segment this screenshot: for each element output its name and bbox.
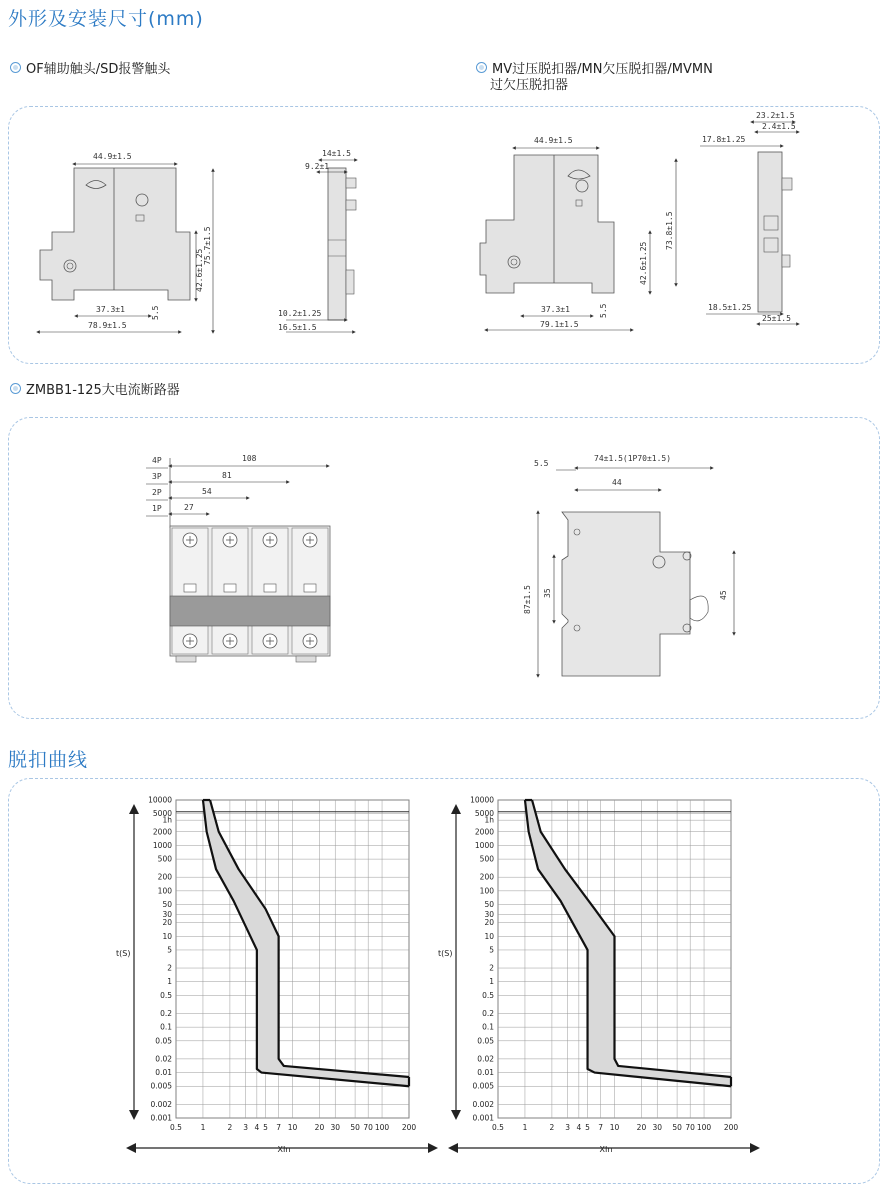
y-tick-label: 50	[484, 900, 494, 910]
pole-label-3p: 3P	[152, 472, 162, 481]
y-tick-label: 0.5	[160, 990, 172, 1000]
y-tick-label: 20	[162, 918, 172, 928]
y-tick-label: 2000	[474, 827, 494, 837]
y-axis-label: t(S)	[438, 949, 453, 958]
x-tick-label: 1	[522, 1123, 528, 1132]
y-tick-label: 1	[489, 977, 494, 987]
pole-width-4p: 108	[242, 454, 257, 463]
x-tick-label: 10	[287, 1123, 298, 1132]
dim-of-side-top2: 9.2±1	[305, 162, 330, 171]
x-tick-label: 0.5	[170, 1123, 182, 1132]
x-tick-label: 0.5	[492, 1123, 504, 1132]
dim-mv-side-a: 23.2±1.5	[756, 111, 795, 120]
arrow-up-icon	[451, 804, 461, 814]
x-tick-label: 70	[363, 1123, 373, 1132]
y-tick-label: 0.01	[155, 1068, 172, 1078]
subheading-mv-mn-line1: MV过压脱扣器/MN欠压脱扣器/MVMN	[492, 62, 713, 77]
dim-zmbb-height-total: 87±1.5	[523, 585, 532, 614]
x-tick-label: 200	[723, 1123, 739, 1132]
subheading-of-sd-text: OF辅助触头/SD报警触头	[26, 62, 171, 77]
y-tick-label: 20	[484, 918, 494, 928]
x-tick-label: 7	[598, 1123, 604, 1132]
pole-width-3p: 81	[222, 471, 232, 480]
y-tick-label: 0.05	[155, 1036, 172, 1046]
dim-zmbb-width-inner: 44	[612, 478, 622, 487]
x-tick-label: 70	[685, 1123, 695, 1132]
dim-of-side-bottom2: 16.5±1.5	[278, 323, 317, 332]
dim-mv-side-e: 25±1.5	[762, 314, 791, 323]
pole-label-4p: 4P	[152, 456, 162, 465]
y-tick-label: 2	[489, 963, 494, 973]
x-tick-label: 50	[350, 1123, 360, 1132]
y-tick-label: 0.5	[482, 990, 494, 1000]
dim-mv-side-d: 18.5±1.25	[708, 303, 752, 312]
dim-zmbb-height-right: 45	[719, 590, 728, 600]
pole-label-2p: 2P	[152, 488, 162, 497]
pole-width-2p: 54	[202, 487, 212, 496]
y-tick-label: 5	[167, 945, 172, 955]
y-tick-label: 2	[167, 963, 172, 973]
dim-mv-side-c: 17.8±1.25	[702, 135, 746, 144]
y-tick-label: 200	[157, 872, 172, 882]
x-tick-label: 1	[200, 1123, 206, 1132]
y-tick-label: 100	[157, 886, 172, 896]
y-tick-label: 1000	[474, 840, 494, 850]
x-tick-label: 5	[263, 1123, 268, 1132]
x-axis-label: XIn	[277, 1145, 291, 1154]
y-tick-label: 0.001	[472, 1113, 494, 1123]
x-tick-label: 3	[565, 1123, 571, 1132]
x-tick-label: 7	[276, 1123, 282, 1132]
y-tick-label: 1	[167, 977, 172, 987]
subheading-zmbb-text: ZMBB1-125大电流断路器	[26, 383, 180, 398]
y-tick-label: 1h	[484, 815, 494, 825]
x-tick-label: 5	[585, 1123, 590, 1132]
arrow-down-icon	[451, 1110, 461, 1120]
x-tick-label: 20	[314, 1123, 325, 1132]
y-tick-label: 500	[157, 854, 172, 864]
dim-mv-width-bottom: 37.3±1	[541, 305, 570, 314]
x-tick-label: 100	[374, 1123, 390, 1132]
arrow-left-icon	[448, 1143, 458, 1153]
x-tick-label: 200	[401, 1123, 417, 1132]
dim-of-side-top: 14±1.5	[322, 149, 351, 158]
y-axis-label: t(S)	[116, 949, 131, 958]
subheading-mv-mn-line2: 过欠压脱扣器	[490, 78, 569, 93]
y-tick-label: 0.002	[472, 1099, 494, 1109]
y-tick-label: 0.05	[477, 1036, 494, 1046]
dim-mv-small-gap: 5.5	[599, 303, 608, 318]
dim-of-width-top: 44.9±1.5	[93, 152, 132, 161]
y-tick-label: 50	[162, 900, 172, 910]
y-tick-label: 0.1	[482, 1022, 494, 1032]
x-tick-label: 30	[652, 1123, 662, 1132]
x-tick-label: 2	[227, 1123, 233, 1132]
x-tick-label: 50	[672, 1123, 682, 1132]
y-tick-label: 0.01	[477, 1068, 494, 1078]
y-tick-label: 30	[484, 910, 494, 920]
dim-mv-width-total: 79.1±1.5	[540, 320, 579, 329]
x-tick-label: 2	[549, 1123, 555, 1132]
pole-label-1p: 1P	[152, 504, 162, 513]
y-tick-label: 0.001	[150, 1113, 172, 1123]
x-tick-label: 4	[254, 1123, 260, 1132]
y-tick-label: 5000	[152, 809, 172, 819]
x-tick-label: 4	[576, 1123, 582, 1132]
y-tick-label: 30	[162, 910, 172, 920]
arrow-right-icon	[750, 1143, 760, 1153]
dim-mv-height-lower: 42.6±1.25	[639, 241, 648, 285]
y-tick-label: 500	[479, 854, 494, 864]
pole-width-1p: 27	[184, 503, 194, 512]
dim-zmbb-width-total: 74±1.5(1P70±1.5)	[594, 454, 672, 463]
y-tick-label: 5	[489, 945, 494, 955]
x-axis-label: XIn	[599, 1145, 613, 1154]
y-tick-label: 10000	[148, 795, 172, 805]
y-tick-label: 200	[479, 872, 494, 882]
dim-of-small-gap: 5.5	[151, 305, 160, 320]
dim-mv-width-top: 44.9±1.5	[534, 136, 573, 145]
dim-of-width-bottom: 37.3±1	[96, 305, 125, 314]
y-tick-label: 5000	[474, 809, 494, 819]
x-tick-label: 100	[696, 1123, 712, 1132]
dim-of-height-total: 75.7±1.5	[203, 226, 212, 265]
y-tick-label: 10	[484, 931, 494, 941]
y-tick-label: 1000	[152, 840, 172, 850]
y-tick-label: 0.2	[482, 1008, 494, 1018]
x-tick-label: 30	[330, 1123, 340, 1132]
y-tick-label: 0.1	[160, 1022, 172, 1032]
dim-mv-side-b: 2.4±1.5	[762, 122, 796, 131]
y-tick-label: 0.002	[150, 1099, 172, 1109]
y-tick-label: 0.005	[472, 1081, 494, 1091]
y-tick-label: 0.02	[155, 1054, 172, 1064]
y-tick-label: 10	[162, 931, 172, 941]
y-tick-label: 1h	[162, 815, 172, 825]
dim-mv-height-total: 73.8±1.5	[665, 211, 674, 250]
section-title-dimensions: 外形及安装尺寸(mm)	[8, 8, 204, 30]
y-tick-label: 100	[479, 886, 494, 896]
y-tick-label: 0.2	[160, 1008, 172, 1018]
y-tick-label: 2000	[152, 827, 172, 837]
x-tick-label: 3	[243, 1123, 249, 1132]
x-tick-label: 20	[636, 1123, 647, 1132]
y-tick-label: 10000	[470, 795, 494, 805]
y-tick-label: 0.02	[477, 1054, 494, 1064]
dim-zmbb-height-mid: 35	[543, 588, 552, 598]
dim-of-height-lower: 42.6±1.25	[195, 248, 204, 292]
dim-zmbb-top-gap: 5.5	[534, 459, 549, 468]
y-tick-label: 0.005	[150, 1081, 172, 1091]
dim-of-width-total: 78.9±1.5	[88, 321, 127, 330]
section-title-curves: 脱扣曲线	[8, 749, 89, 771]
x-tick-label: 10	[609, 1123, 620, 1132]
dim-of-side-bottom: 10.2±1.25	[278, 309, 322, 318]
